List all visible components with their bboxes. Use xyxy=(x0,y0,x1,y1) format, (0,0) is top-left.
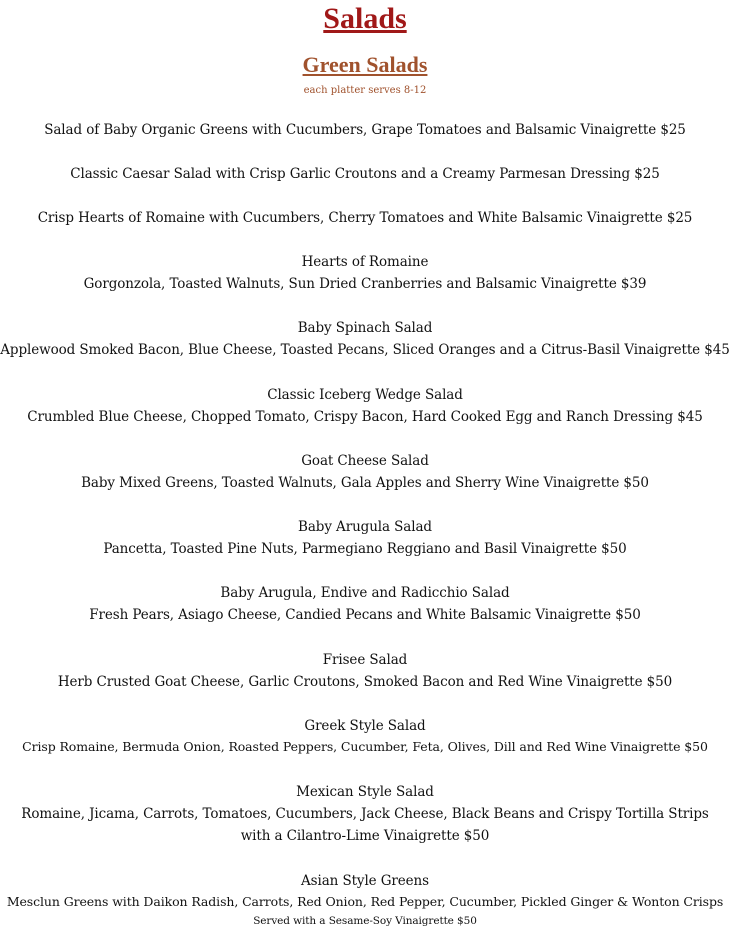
item-description: Salad of Baby Organic Greens with Cucumbers, Grape Tomatoes and Balsamic Vinaigrette $25 xyxy=(44,122,686,138)
item-description: Gorgonzola, Toasted Walnuts, Sun Dried Cranberries and Balsamic Vinaigrette $39 xyxy=(83,276,647,292)
menu-item xyxy=(0,649,730,693)
item-name: Baby Arugula, Endive and Radicchio Salad xyxy=(220,585,510,601)
menu-item xyxy=(0,317,730,361)
item-name: Baby Spinach Salad xyxy=(297,320,433,336)
item-name: Mexican Style Salad xyxy=(296,784,434,800)
item-description: Romaine, Jicama, Carrots, Tomatoes, Cucumbers, Jack Cheese, Black Beans and Crispy Tortilla Strips xyxy=(21,806,709,822)
item-name: Classic Iceberg Wedge Salad xyxy=(267,387,463,403)
item-name: Baby Arugula Salad xyxy=(298,519,432,535)
item-description: Herb Crusted Goat Cheese, Garlic Croutons, Smoked Bacon and Red Wine Vinaigrette $50 xyxy=(57,674,673,690)
menu-item xyxy=(0,163,730,185)
menu-item xyxy=(0,450,730,494)
item-description: Baby Mixed Greens, Toasted Walnuts, Gala Apples and Sherry Wine Vinaigrette $50 xyxy=(81,475,649,491)
item-description: Crisp Hearts of Romaine with Cucumbers, Cherry Tomatoes and White Balsamic Vinaigrette $25 xyxy=(37,210,693,226)
menu-item xyxy=(0,715,730,757)
item-name: Goat Cheese Salad xyxy=(301,453,429,469)
menu-item xyxy=(0,384,730,428)
item-description-continued: with a Cilantro-Lime Vinaigrette $50 xyxy=(240,828,490,844)
item-description: Applewood Smoked Bacon, Blue Cheese, Toasted Pecans, Sliced Oranges and a Citrus-Basil Vinaigrette $45 xyxy=(0,342,730,358)
item-name: Asian Style Greens xyxy=(301,873,429,889)
item-name: Frisee Salad xyxy=(322,652,408,668)
item-description: Crumbled Blue Cheese, Chopped Tomato, Crispy Bacon, Hard Cooked Egg and Ranch Dressing $45 xyxy=(27,409,703,425)
menu-item xyxy=(0,870,730,930)
serves-note: each platter serves 8-12 xyxy=(303,85,427,96)
item-description-continued: Served with a Sesame-Soy Vinaigrette $50 xyxy=(253,915,477,927)
item-description: Mesclun Greens with Daikon Radish, Carrots, Red Onion, Red Pepper, Cucumber, Pickled Ginger & Wonton Crisps xyxy=(6,894,724,909)
item-description: Fresh Pears, Asiago Cheese, Candied Pecans and White Balsamic Vinaigrette $50 xyxy=(89,607,641,623)
page-title: Salads xyxy=(323,2,407,35)
section-title: Green Salads xyxy=(302,52,428,77)
menu-item xyxy=(0,582,730,626)
menu-item xyxy=(0,781,730,847)
item-description: Classic Caesar Salad with Crisp Garlic Croutons and a Creamy Parmesan Dressing $25 xyxy=(70,166,660,182)
item-description: Crisp Romaine, Bermuda Onion, Roasted Peppers, Cucumber, Feta, Olives, Dill and Red Wine Vinaigrette $50 xyxy=(22,739,708,754)
menu-item xyxy=(0,119,730,141)
item-description: Pancetta, Toasted Pine Nuts, Parmegiano Reggiano and Basil Vinaigrette $50 xyxy=(103,541,627,557)
menu-item xyxy=(0,251,730,295)
item-name: Greek Style Salad xyxy=(304,718,426,734)
item-name: Hearts of Romaine xyxy=(301,254,429,270)
menu-item xyxy=(0,516,730,560)
menu-item xyxy=(0,207,730,229)
